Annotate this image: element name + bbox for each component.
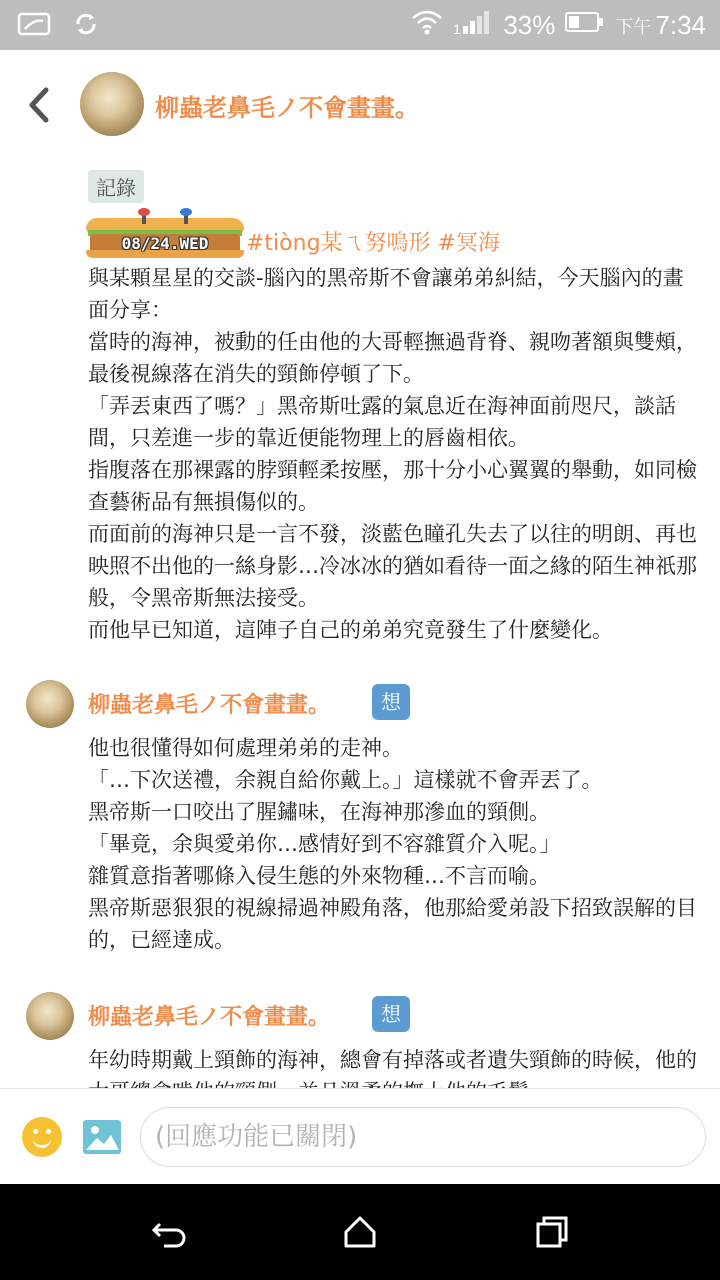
hashtags[interactable]: #tiòng某ㄟ努嗚形 #冥海 (246, 231, 500, 256)
clock: 7:34 (655, 10, 706, 40)
comment-avatar[interactable] (26, 992, 74, 1040)
thought-badge: 想 (372, 684, 410, 720)
image-icon[interactable] (82, 1117, 122, 1157)
comment-paragraph: 「…下次送禮，余親自給你戴上。」這樣就不會弄丟了。 (88, 768, 603, 792)
sync-icon (70, 8, 102, 44)
comment-paragraph: 黑帝斯惡狠狠的視線掃過神殿角落，他那給愛弟設下招致誤解的目的，已經達成。 (88, 896, 697, 952)
date-sticker-text: 08/24.WED (121, 234, 209, 253)
reply-input[interactable]: (回應功能已關閉) (140, 1107, 706, 1167)
signal-label: 1 (453, 21, 462, 37)
post-paragraph: 當時的海神，被動的任由他的大哥輕撫過背脊、親吻著額與雙頰，最後視線落在消失的頸飾停頓了下。 (88, 330, 697, 386)
comment-paragraph: 黑帝斯一口咬出了腥鏽味，在海神那滲血的頸側。 (88, 800, 550, 824)
post-header (0, 50, 720, 160)
author-name[interactable]: 柳蟲老鼻毛ノ不會畫畫。 (155, 94, 419, 122)
battery-icon (565, 10, 605, 41)
navigation-bar (0, 1184, 720, 1280)
comment-author[interactable]: 柳蟲老鼻毛ノ不會畫畫。 (88, 693, 331, 718)
thought-badge: 想 (372, 996, 410, 1032)
author-avatar[interactable] (80, 72, 144, 136)
post-content (0, 160, 720, 1088)
cast-icon (16, 9, 52, 43)
status-bar (0, 0, 720, 50)
comment-paragraph: 他也很懂得如何處理弟弟的走神。 (88, 736, 403, 760)
post-paragraph: 指腹落在那裸露的脖頸輕柔按壓，那十分小心翼翼的舉動，如同檢查藝術品有無損傷似的。 (88, 458, 697, 514)
post-body (88, 262, 700, 646)
date-sticker (86, 210, 244, 260)
nav-recents-icon[interactable] (532, 1212, 572, 1252)
comment-author[interactable]: 柳蟲老鼻毛ノ不會畫畫。 (88, 1005, 331, 1030)
comment (0, 680, 720, 980)
back-icon (20, 80, 60, 130)
battery-percent: 33% (503, 10, 556, 40)
post-paragraph: 而面前的海神只是一言不發，淡藍色瞳孔失去了以往的明朗、再也映照不出他的一絲身影…冷冰冰的猶如看待一面之緣的陌生神祇那般，令黑帝斯無法接受。 (88, 522, 697, 610)
comment-paragraph: 雜質意指著哪條入侵生態的外來物種…不言而喻。 (88, 864, 550, 888)
post-paragraph: 「弄丟東西了嗎？」黑帝斯吐露的氣息近在海神面前咫尺，談話間，只差進一步的靠近便能物理上的唇齒相依。 (88, 394, 676, 450)
back-button[interactable] (20, 80, 60, 130)
reply-bar (0, 1088, 720, 1184)
smile-icon[interactable] (22, 1117, 62, 1157)
signal-icon (453, 8, 493, 43)
nav-back-icon[interactable] (148, 1212, 188, 1252)
time-prefix: 下午 (615, 16, 652, 37)
wifi-icon (411, 8, 443, 43)
post-paragraph: 而他早已知道，這陣子自己的弟弟究竟發生了什麼變化。 (88, 618, 613, 642)
comment-paragraph: 年幼時期戴上頸飾的海神，總會有掉落或者遺失頸飾的時候，他的 (88, 1048, 697, 1072)
post-paragraph: 與某顆星星的交談-腦內的黑帝斯不會讓弟弟糾結，今天腦內的畫面分享： (88, 266, 684, 322)
record-label: 記錄 (88, 170, 144, 203)
comment-avatar[interactable] (26, 680, 74, 728)
comment-body (88, 732, 700, 956)
nav-home-icon[interactable] (340, 1212, 380, 1252)
comment-paragraph: 「畢竟，余與愛弟你…感情好到不容雜質介入呢。」 (88, 832, 561, 856)
